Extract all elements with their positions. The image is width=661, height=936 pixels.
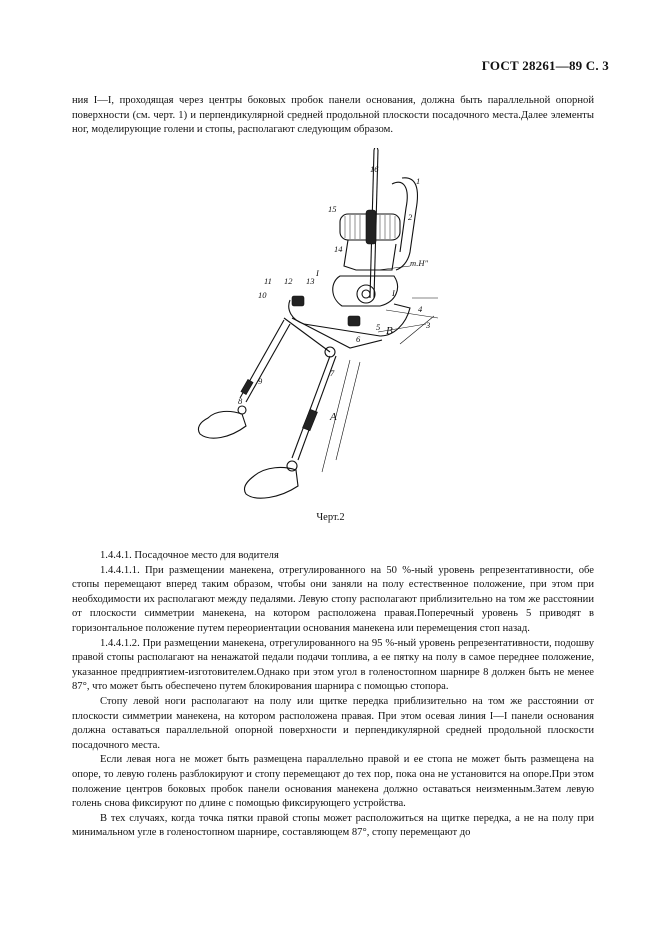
- label-15: 15: [328, 204, 337, 214]
- figure-drawing: [180, 148, 470, 510]
- label-1: 1: [416, 176, 421, 186]
- intro-text: ния I—I, проходящая через центры боковых пробок панели основания, должна быть параллельной опорной поверхности (см. черт. 1) и перпендикулярной средней продольной плоскости посадочного места.Далее элементы ног, моделирующие голени и стопы, располагают следующим образом.: [72, 95, 594, 136]
- paragraph-heel-point: В тех случаях, когда точка пятки правой стопы может расположиться на щитке передка, а не на полу при минимальном угле в голеностопном шарнире, составляющем 87°, стопу перемещают до: [72, 812, 594, 839]
- label-6: 6: [356, 334, 361, 344]
- page-header: ГОСТ 28261—89 С. 3: [481, 58, 609, 73]
- label-3: 3: [426, 320, 431, 330]
- paragraph-1-4-4-1-1: 1.4.4.1.1. При размещении манекена, отрегулированного на 50 %-ный уровень репрезентативности, обе стопы перемещают вперед таким образом, чтобы они заняли на полу естественное положение, при этом при необходимости их располагают между педалями. Левую стопу располагают приблизительно на том же расстоянии от плоскости симметрии манекена, на котором расположена правая.Поперечный уровень 5 приводят в горизонтальное положение путем переориентации основания манекена или перемещения стоп назад.: [72, 564, 594, 634]
- label-a: А: [330, 411, 337, 423]
- paragraph-left-leg: Если левая нога не может быть размещена параллельно правой и ее стопа не может быть размещена на опоре, то левую голень разблокируют и стопу перемещают до тех пор, пока она не установится на опоре.При этом положение центров боковых пробок панели основания манекена должно оставаться неизменным.Затем левую голень снова фиксируют по длине с помощью фиксирующего устройства.: [72, 754, 594, 810]
- label-5: 5: [376, 322, 381, 332]
- label-roman-1a: I: [316, 268, 319, 278]
- label-11: 11: [264, 276, 272, 286]
- label-9: 9: [258, 376, 263, 386]
- label-14: 14: [334, 244, 343, 254]
- label-13: 13: [306, 276, 315, 286]
- figure-dummy-legs: [180, 148, 470, 510]
- label-7: 7: [330, 368, 335, 378]
- label-th: т.Н": [410, 258, 429, 268]
- paragraph-left-foot: Стопу левой ноги располагают на полу или щитке передка приблизительно на том же расстоянии от плоскости симметрии манекена, на котором расположена правая. При этом осевая линия I—I панели основания должна оставаться параллельной опорной поверхности и перпендикулярной средней продольной плоскости посадочного места.: [72, 695, 594, 751]
- section-title: 1.4.4.1. Посадочное место для водителя: [100, 550, 279, 561]
- intro-paragraph: [72, 94, 594, 138]
- label-roman-1b: I: [392, 288, 395, 298]
- label-12: 12: [284, 276, 293, 286]
- label-2: 2: [408, 212, 413, 222]
- label-8: 8: [238, 396, 243, 406]
- label-16: 16: [370, 164, 379, 174]
- body-text: [72, 549, 594, 841]
- label-b: В: [386, 325, 393, 337]
- figure-caption: Черт.2: [316, 512, 345, 523]
- label-10: 10: [258, 290, 267, 300]
- label-4: 4: [418, 304, 423, 314]
- paragraph-1-4-4-1-2: 1.4.4.1.2. При размещении манекена, отрегулированного на 95 %-ный уровень репрезентативности, подошву правой стопы располагают на ненажатой педали подачи топлива, а ее пятку на полу в самое переднее положение, указанное предприятием-изготовителем.Однако при этом угол в голеностопном шарнире 8 должен быть не менее 87°, что может быть обеспечено путем блокирования шарнира с помощью стопора.: [72, 637, 594, 693]
